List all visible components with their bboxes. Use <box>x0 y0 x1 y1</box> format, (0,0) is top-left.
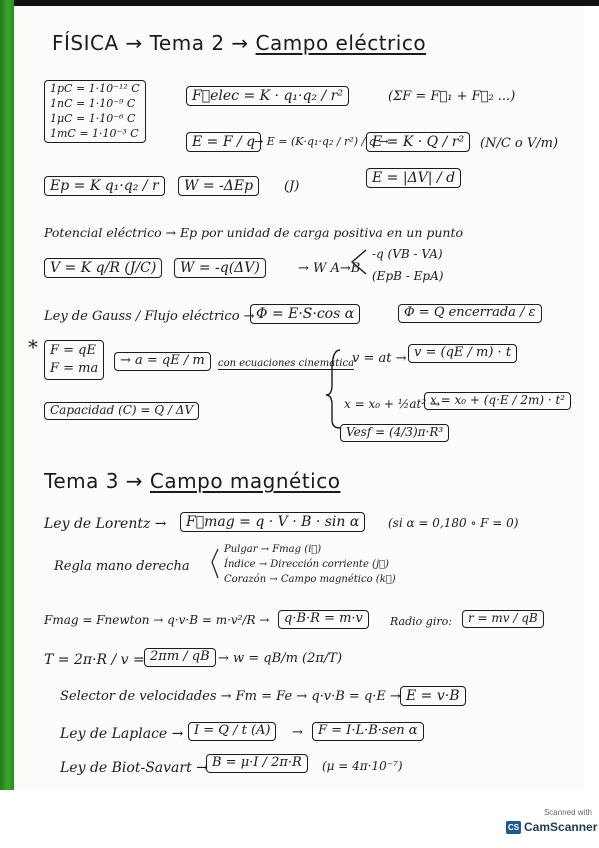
unit-milli: 1mC = 1·10⁻³ C <box>50 126 139 140</box>
velocity-selector: Selector de velocidades → Fm = Fe → q·v·B = q·E → <box>60 689 401 704</box>
period-formula: T = 2π·R / v = <box>44 652 145 668</box>
velocity-formula: v = (qE / m) · t <box>414 345 512 360</box>
unit-nano: 1nC = 1·10⁻⁹ C <box>50 96 136 110</box>
radius-equation: q·B·R = m·v <box>284 611 363 626</box>
title-topic: Campo eléctrico <box>255 31 427 55</box>
acceleration: → a = qE / m <box>120 353 205 368</box>
field-potential: E = |ΔV| / d <box>372 170 456 186</box>
velocity-eq: v = at → <box>352 351 407 366</box>
unit-pico: 1pC = 1·10⁻¹² C <box>50 82 140 95</box>
lorentz-label: Ley de Lorentz → <box>44 516 167 532</box>
period-result: 2πm / qB <box>150 649 210 664</box>
gauss-flux: Φ = E·S·cos α <box>256 306 355 322</box>
work-option-energy: (EpB - EpA) <box>372 269 444 283</box>
gauss-enclosed: Φ = Q encerrada / ε <box>404 305 536 320</box>
star-mark: * <box>28 335 38 359</box>
position-eq: x = x₀ + ½at² → <box>344 397 440 411</box>
field-point: E = K · Q / r² <box>372 134 465 150</box>
force-newton: F = ma <box>50 361 99 377</box>
biot-formula: B = μ·I / 2π·R <box>212 755 302 770</box>
right-hand-middle: Corazón → Campo magnético (k⃗) <box>224 574 396 585</box>
field-definition: E = F / q <box>192 134 256 150</box>
mu-constant: (μ = 4π·10⁻⁷) <box>322 759 403 773</box>
work-unit: (J) <box>284 179 300 194</box>
angular-velocity: → w = qB/m (2π/T) <box>218 651 343 666</box>
potential-energy: Ep = K q₁·q₂ / r <box>50 178 159 194</box>
potential-definition: Potencial eléctrico → Ep por unidad de carga positiva en un punto <box>44 225 463 240</box>
position-formula: x = x₀ + (q·E / 2m) · t² <box>430 393 566 407</box>
lorentz-formula: F⃗mag = q · V · B · sin α <box>186 514 360 530</box>
right-hand-label: Regla mano derecha <box>54 559 190 574</box>
work-energy: W = -ΔEp <box>184 178 254 194</box>
work-a-b: → W A→B <box>298 261 361 276</box>
current-formula: I = Q / t (A) <box>194 723 271 738</box>
selector-result: E = v·B <box>406 688 460 704</box>
radius-label: Radio giro: <box>390 615 452 628</box>
camscanner-brand: CamScanner <box>524 820 598 834</box>
tema3-topic: Campo magnético <box>149 469 341 493</box>
potential-formula: V = K q/R (J/C) <box>50 260 157 276</box>
gauss-label: Ley de Gauss / Flujo eléctrico → <box>44 309 255 324</box>
radius-derivation: Fmag = Fnewton → q·v·B = m·v²/R → <box>44 613 270 627</box>
coulomb-law: F⃗elec = K · q₁·q₂ / r² <box>192 88 343 104</box>
scanned-with-text: Scanned with <box>543 808 592 817</box>
kinematics-note: con ecuaciones cinemática <box>218 358 355 369</box>
lorentz-note: (si α = 0,180 ∘ F = 0) <box>388 516 519 530</box>
laplace-force: F = I·L·B·sen α <box>318 723 418 738</box>
right-hand-index: Índice → Dirección corriente (j⃗) <box>224 559 389 570</box>
field-units: (N/C o V/m) <box>480 136 559 151</box>
laplace-arrow: → <box>292 725 303 740</box>
radius-formula: r = mv / qB <box>468 611 538 625</box>
biot-label: Ley de Biot-Savart → <box>60 760 208 776</box>
work-option-potential: -q (VB - VA) <box>372 247 443 261</box>
force-electric: F = qE <box>50 343 96 358</box>
tema3-text: Tema 3 → <box>44 469 144 493</box>
capacity-formula: Capacidad (C) = Q / ΔV <box>50 403 194 417</box>
field-substitution: → E = (K·q₁·q₂ / r²) / q → <box>254 135 389 148</box>
camscanner-badge <box>500 808 598 840</box>
title-text: FÍSICA → Tema 2 → <box>52 31 249 55</box>
right-hand-thumb: Pulgar → Fmag (i⃗) <box>224 544 322 555</box>
camscanner-logo: CS <box>507 823 520 832</box>
sum-forces: (ΣF = F⃗₁ + F⃗₂ ...) <box>388 89 516 104</box>
laplace-label: Ley de Laplace → <box>60 726 184 742</box>
sphere-volume: Vesf = (4/3)π·R³ <box>346 425 444 439</box>
unit-micro: 1μC = 1·10⁻⁶ C <box>50 111 136 125</box>
potential-work: W = -q(ΔV) <box>180 260 260 276</box>
